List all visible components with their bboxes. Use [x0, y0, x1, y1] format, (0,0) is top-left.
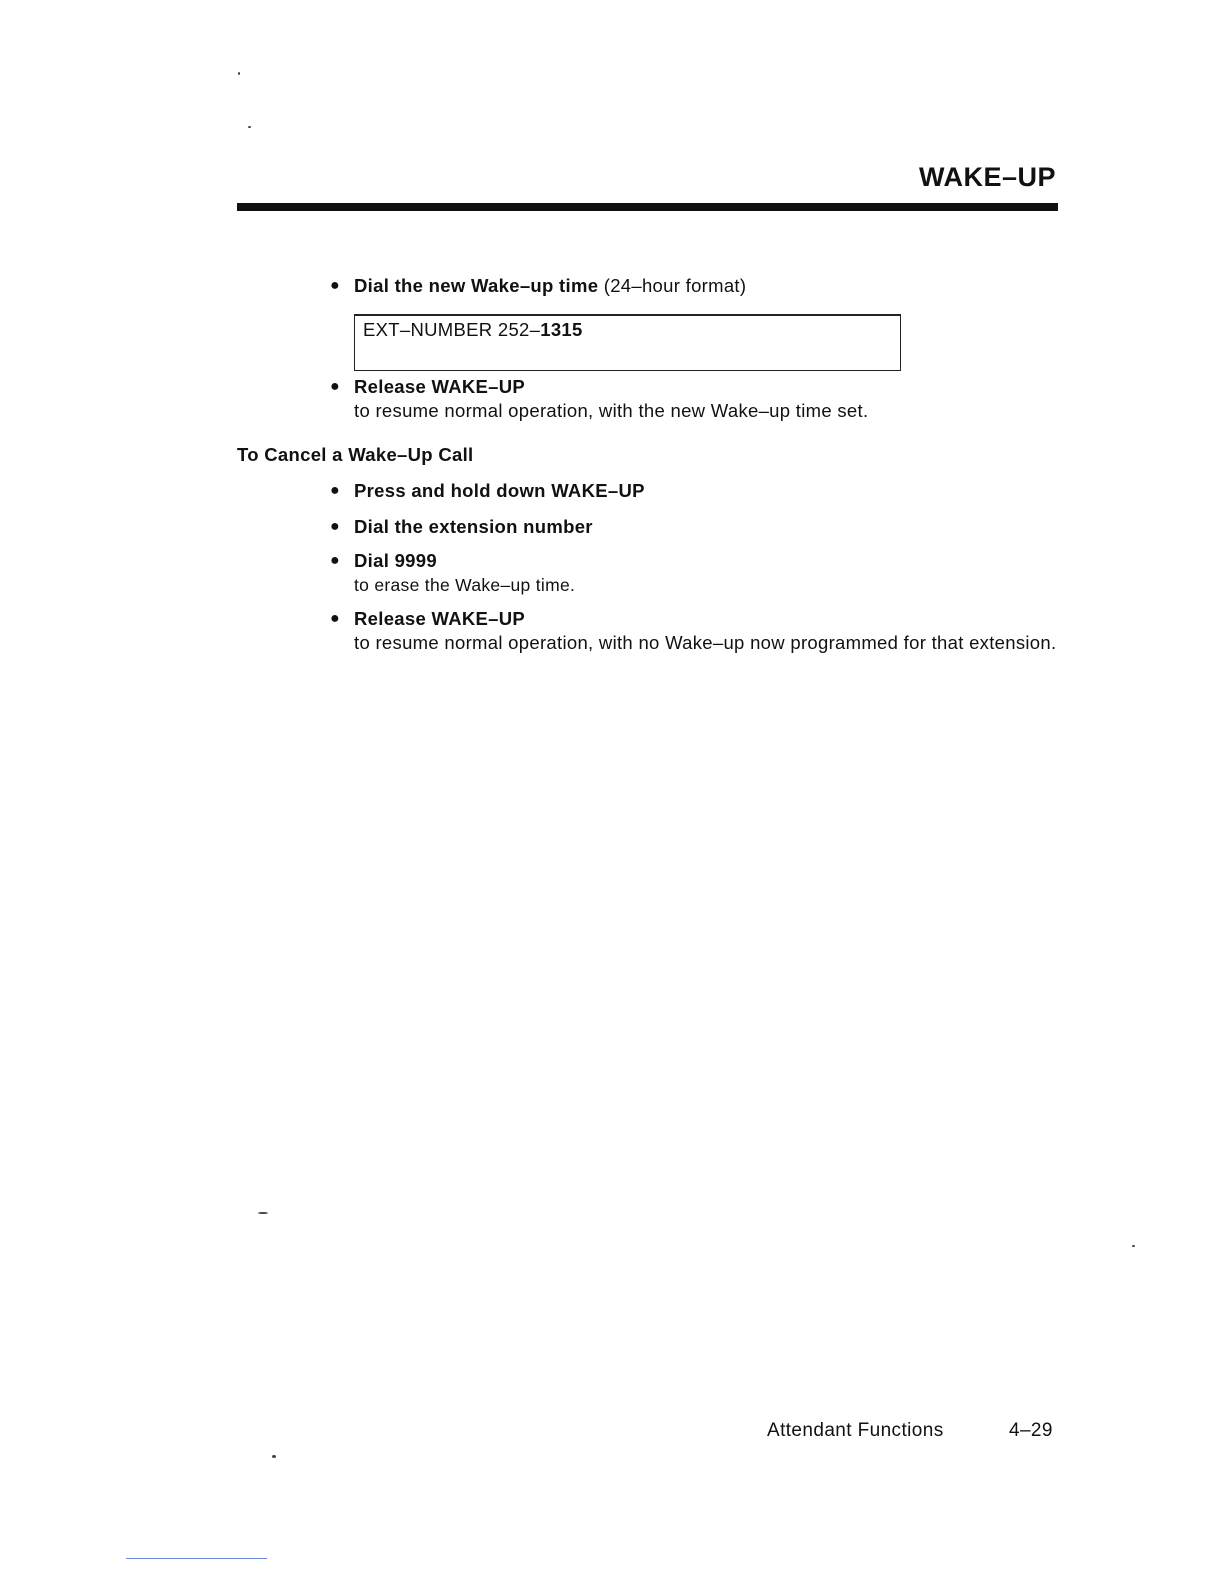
section-heading: To Cancel a Wake–Up Call	[237, 444, 474, 465]
cancel-step-press-hold	[330, 479, 1062, 503]
step-detail: to erase the Wake–up time.	[354, 575, 576, 595]
cancel-step-dial-extension	[330, 515, 1062, 539]
scan-speck	[272, 1455, 276, 1458]
step-instruction: Dial the new Wake–up time	[354, 275, 599, 296]
footer-section-name: Attendant Functions	[767, 1420, 944, 1441]
step-instruction: Release WAKE–UP	[354, 376, 526, 397]
scan-speck	[238, 72, 240, 75]
bullet-icon: ●	[330, 277, 340, 294]
step-release-wakeup	[330, 375, 1062, 423]
step-detail: to resume normal operation, with the new Wake–up time set.	[354, 400, 869, 421]
lcd-time: 1315	[540, 319, 583, 340]
scan-speck	[258, 1212, 268, 1214]
page-title: WAKE–UP	[918, 162, 1056, 192]
bullet-icon: ●	[330, 552, 340, 569]
bullet-icon: ●	[330, 482, 340, 499]
scan-speck	[1132, 1245, 1135, 1247]
footer-page-number: 4–29	[1009, 1420, 1053, 1441]
cancel-step-dial-9999	[330, 549, 1062, 597]
step-instruction: Dial 9999	[354, 550, 437, 571]
lcd-display	[354, 314, 901, 371]
bullet-icon: ●	[330, 518, 340, 535]
step-dial-wakeup-time	[330, 274, 1062, 298]
bullet-icon: ●	[330, 610, 340, 627]
lcd-prefix: EXT–NUMBER 252–	[363, 319, 541, 340]
step-detail: to resume normal operation, with no Wake–up now programmed for that extension.	[354, 632, 1057, 653]
bullet-icon: ●	[330, 378, 340, 395]
title-rule	[237, 203, 1058, 211]
step-note: (24–hour format)	[598, 275, 747, 296]
step-instruction: Press and hold down WAKE–UP	[354, 480, 645, 501]
bottom-line	[126, 1558, 267, 1559]
cancel-step-release-wakeup	[330, 607, 1062, 655]
scan-speck	[248, 126, 251, 128]
step-instruction: Release WAKE–UP	[354, 608, 526, 629]
lcd-display-text	[363, 319, 583, 341]
step-instruction: Dial the extension number	[354, 516, 593, 537]
